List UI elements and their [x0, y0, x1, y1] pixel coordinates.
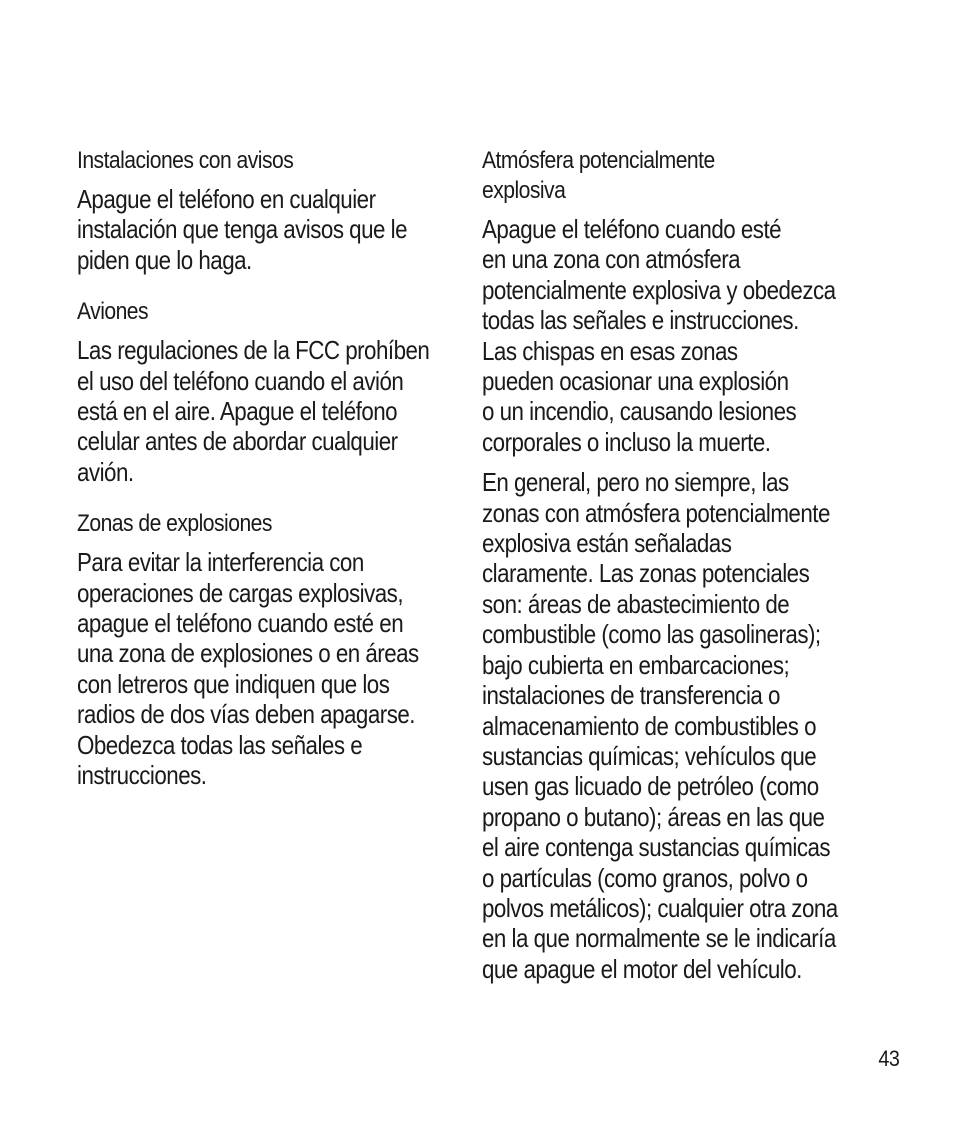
text-line: instalaciones de transferencia o [482, 680, 780, 711]
text-line: Las chispas en esas zonas [482, 335, 738, 366]
text-line: son: áreas de abastecimiento de [482, 588, 790, 619]
text-line: instrucciones. [77, 760, 207, 791]
body-paragraph [77, 547, 468, 790]
text-line: avión. [77, 456, 134, 487]
text-line: radios de dos vías deben apagarse. [77, 699, 415, 730]
heading-line: Zonas de explosiones [77, 510, 272, 538]
section-heading [77, 509, 411, 539]
text-line: pueden ocasionar una explosión [482, 366, 789, 397]
text-line: o un incendio, causando lesiones [482, 396, 797, 427]
text-line: usen gas licuado de petróleo (como [482, 771, 819, 802]
text-line: en la que normalmente se le indicaría [482, 923, 836, 954]
body-paragraph [77, 335, 468, 487]
text-line: celular antes de abordar cualquier [77, 426, 398, 457]
text-line: está en el aire. Apague el teléfono [77, 396, 398, 427]
text-line: piden que lo haga. [77, 244, 252, 275]
body-paragraph [77, 184, 468, 275]
text-line: el uso del teléfono cuando el avión [77, 365, 404, 396]
text-line: En general, pero no siempre, las [482, 467, 789, 498]
text-line: que apague el motor del vehículo. [482, 953, 802, 984]
right-column [482, 146, 872, 1006]
text-line: almacenamiento de combustibles o [482, 710, 816, 741]
section-heading [77, 146, 411, 176]
text-line: zonas con atmósfera potencialmente [482, 497, 830, 528]
body-paragraph [482, 467, 882, 984]
text-line: con letreros que indiquen que los [77, 668, 390, 699]
text-line: apague el teléfono cuando esté en [77, 608, 404, 639]
section-heading [77, 297, 411, 327]
text-line: todas las señales e instrucciones. [482, 305, 799, 336]
text-line: Apague el teléfono cuando esté [482, 214, 782, 244]
text-line: o partículas (como granos, polvo o [482, 862, 808, 893]
text-line: polvos metálicos); cualquier otra zona [482, 892, 838, 923]
section [77, 297, 457, 487]
text-line: corporales o incluso la muerte. [482, 426, 771, 457]
text-line: explosiva están señaladas [482, 528, 732, 559]
text-line: Para evitar la interferencia con [77, 547, 364, 578]
heading-line: explosiva [482, 177, 566, 204]
text-line: operaciones de cargas explosivas, [77, 577, 404, 608]
section [77, 509, 457, 790]
text-line: potencialmente explosiva y obedezca [482, 274, 836, 305]
heading-line: Aviones [77, 298, 149, 326]
text-line: claramente. Las zonas potenciales [482, 558, 810, 589]
text-line: en una zona con atmósfera [482, 244, 741, 275]
text-line: Obedezca todas las señales e [77, 729, 363, 760]
text-line: Apague el teléfono en cualquier [77, 184, 376, 214]
left-column [77, 146, 457, 813]
text-line: combustible (como las gasolineras); [482, 619, 821, 650]
text-line: instalación que tenga avisos que le [77, 214, 408, 245]
text-line: bajo cubierta en embarcaciones; [482, 649, 790, 680]
heading-line: Atmósfera potencialmente [482, 147, 715, 174]
text-line: el aire contenga sustancias químicas [482, 832, 831, 863]
section [77, 146, 457, 275]
body-paragraph [482, 214, 882, 457]
heading-line: Instalaciones con avisos [77, 147, 294, 174]
text-line: Las regulaciones de la FCC prohíben [77, 335, 430, 366]
text-line: propano o butano); áreas en las que [482, 801, 825, 832]
section-heading [482, 146, 825, 206]
text-line: una zona de explosiones o en áreas [77, 638, 419, 669]
page-number: 43 [877, 1046, 899, 1071]
section [482, 146, 872, 984]
text-line: sustancias químicas; vehículos que [482, 740, 817, 771]
